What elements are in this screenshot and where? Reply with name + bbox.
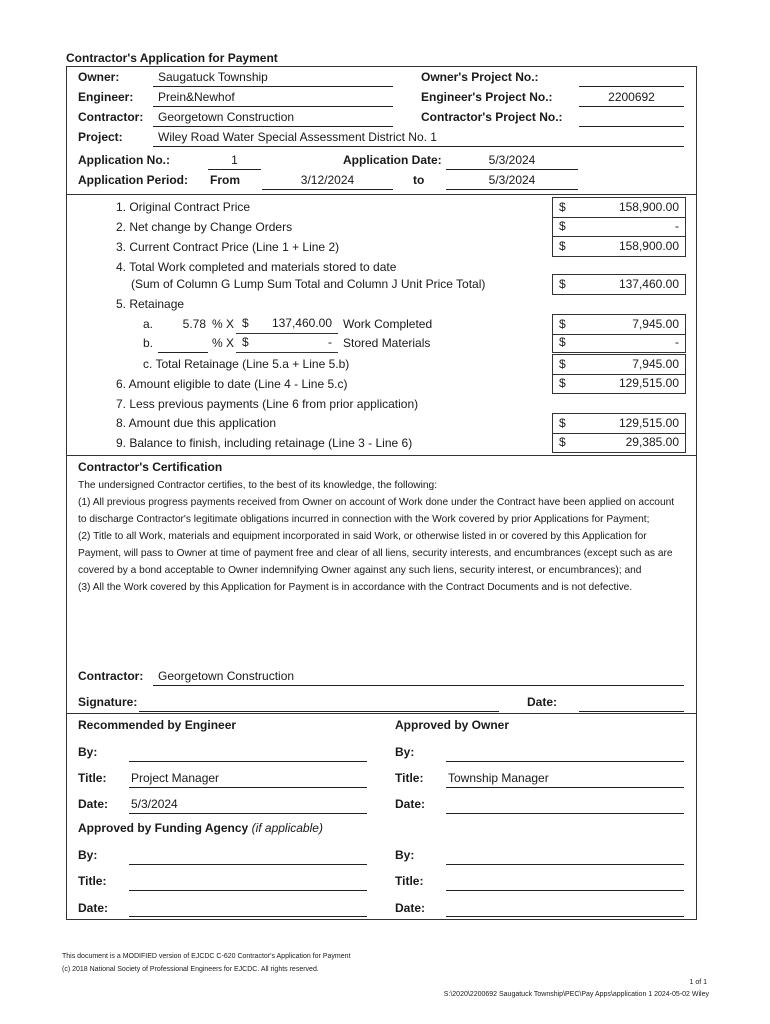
field-underline [129, 813, 367, 814]
line-5c-amount: 7,945.00 [632, 357, 679, 371]
period-to-label: to [413, 173, 425, 187]
line-5b-label: b. [143, 336, 154, 350]
line-7-label: 7. Less previous payments (Line 6 from prior application) [116, 397, 419, 411]
funding-date2-field[interactable] [446, 916, 684, 917]
line-5c-amount-field[interactable] [552, 354, 686, 375]
divider [66, 194, 697, 195]
line-9-amount-field[interactable] [552, 433, 686, 453]
funding-approval-note: (if applicable) [251, 821, 323, 835]
engineer-approval-title: Recommended by Engineer [78, 718, 237, 732]
line-5b-amount: - [675, 335, 679, 349]
field-underline [129, 787, 367, 788]
funding-date-field[interactable] [129, 916, 367, 917]
line-6-label: 6. Amount eligible to date (Line 4 - Line 5.c) [116, 377, 348, 391]
field-underline [446, 787, 684, 788]
line-4-sublabel: (Sum of Column G Lump Sum Total and Column J Unit Price Total) [131, 277, 486, 291]
owner-title-label: Title: [395, 771, 424, 785]
signature-field[interactable] [139, 711, 499, 712]
line-3-label: 3. Current Contract Price (Line 1 + Line 2) [116, 240, 340, 254]
owner-approval-title: Approved by Owner [395, 718, 510, 732]
line-2-amount: - [675, 219, 679, 233]
line-3-amount: 158,900.00 [618, 239, 679, 253]
funding-approval-title [78, 821, 323, 835]
cert-date-label: Date: [527, 695, 558, 709]
owner-date-label: Date: [395, 797, 426, 811]
engineer-by-label: By: [78, 745, 98, 759]
percent-x-label: % X [212, 336, 235, 350]
application-no-label: Application No.: [78, 153, 170, 167]
funding-approval-label: Approved by Funding Agency [78, 821, 249, 835]
line-3-amount-field[interactable] [552, 237, 686, 257]
currency-symbol: $ [559, 317, 566, 331]
field-underline [153, 126, 393, 127]
currency-symbol: $ [559, 219, 566, 233]
footer-page: 1 of 1 [689, 979, 707, 986]
line-5b-base: - [328, 335, 332, 349]
line-5a-amount: 7,945.00 [632, 317, 679, 331]
funding-by-label: By: [78, 848, 98, 862]
funding-by2-field[interactable] [446, 864, 684, 865]
currency-symbol: $ [559, 416, 566, 430]
certification-p1: (1) All previous progress payments received from Owner on account of Work done under the Contract have been applied on account to discharge Contractor's legitimate obligations incurred in connection with the Work covered by prior Applications for Payment; [78, 497, 675, 525]
line-8-label: 8. Amount due this application [116, 416, 277, 430]
application-date-label: Application Date: [343, 153, 442, 167]
owner-value[interactable]: Saugatuck Township [158, 70, 268, 84]
owner-label: Owner: [78, 70, 120, 84]
funding-date2-label: Date: [395, 901, 426, 915]
cert-contractor-label: Contractor: [78, 669, 144, 683]
footer-path: S:\2020\2200692 Saugatuck Township\PEC\Pay Apps\application 1 2024-05-02 Wiley [443, 991, 709, 998]
field-underline [153, 86, 393, 87]
engineer-date-value[interactable]: 5/3/2024 [131, 797, 178, 811]
cert-date-field[interactable] [579, 711, 684, 712]
period-from-label: From [210, 173, 240, 187]
footer-copyright: (c) 2018 National Society of Professional Engineers for EJCDC. All rights reserved. [62, 966, 319, 973]
contractor-value[interactable]: Georgetown Construction [158, 110, 295, 124]
line-9-label: 9. Balance to finish, including retainage (Line 3 - Line 6) [116, 436, 413, 450]
line-6-amount: 129,515.00 [618, 376, 679, 390]
line-5a-percent[interactable]: 5.78 [182, 317, 206, 331]
project-value[interactable]: Wiley Road Water Special Assessment District No. 1 [158, 130, 437, 144]
line-5a-base: 137,460.00 [271, 316, 332, 330]
signature-label: Signature: [78, 695, 138, 709]
currency-symbol: $ [559, 357, 566, 371]
funding-title-label: Title: [78, 874, 107, 888]
field-underline [153, 146, 684, 147]
engineer-by-field[interactable] [129, 761, 367, 762]
certification-p3: (3) All the Work covered by this Application for Payment is in accordance with the Contract Documents and is not defective. [78, 582, 633, 593]
divider [66, 455, 697, 456]
line-5b-base-field[interactable] [236, 333, 338, 353]
percent-x-label: % X [212, 317, 235, 331]
application-date[interactable]: 5/3/2024 [488, 153, 536, 167]
contractor-label: Contractor: [78, 110, 144, 124]
cert-contractor-value[interactable]: Georgetown Construction [158, 669, 295, 683]
certification-p2: (2) Title to all Work, materials and equipment incorporated in said Work, or otherwise listed in or covered by this Application for Payment, will pass to Owner at time of payment free and clear of all liens, security interests, and encumbrances (except such as are covered by a bond acceptable to Owner indemnifying Owner against any such liens, security interest, or encumbrances); and [78, 531, 673, 576]
currency-symbol: $ [559, 200, 566, 214]
field-underline [446, 189, 578, 190]
line-8-amount: 129,515.00 [618, 416, 679, 430]
application-no[interactable]: 1 [231, 153, 238, 167]
line-5b-amount-field[interactable] [552, 333, 686, 353]
field-underline [153, 685, 684, 686]
line-5b-desc: Stored Materials [343, 336, 431, 350]
funding-title-field[interactable] [129, 890, 367, 891]
line-5-label: 5. Retainage [116, 297, 185, 311]
funding-by-field[interactable] [129, 864, 367, 865]
field-underline [158, 352, 208, 353]
field-underline [579, 106, 684, 107]
field-underline [153, 106, 393, 107]
currency-symbol: $ [559, 277, 566, 291]
application-period-label: Application Period: [78, 173, 189, 187]
funding-title2-label: Title: [395, 874, 424, 888]
line-5a-desc: Work Completed [343, 317, 433, 331]
engineers-project-no[interactable]: 2200692 [608, 90, 655, 104]
line-5a-base-field[interactable] [236, 314, 338, 334]
field-underline [579, 86, 684, 87]
period-from[interactable]: 3/12/2024 [300, 173, 355, 187]
period-to[interactable]: 5/3/2024 [488, 173, 536, 187]
engineer-date-label: Date: [78, 797, 109, 811]
owner-by-field[interactable] [446, 761, 684, 762]
engineer-value[interactable]: Prein&Newhof [158, 90, 235, 104]
line-9-amount: 29,385.00 [625, 435, 679, 449]
contractors-project-no-label: Contractor's Project No.: [421, 110, 563, 124]
line-1-amount-field[interactable] [552, 197, 686, 218]
funding-title2-field[interactable] [446, 890, 684, 891]
owner-date-field[interactable] [446, 813, 684, 814]
field-underline [262, 189, 393, 190]
certification-title: Contractor's Certification [78, 460, 223, 474]
line-6-amount-field[interactable] [552, 374, 686, 394]
field-underline [208, 169, 261, 170]
currency-symbol: $ [559, 376, 566, 390]
project-label: Project: [78, 130, 123, 144]
currency-symbol: $ [559, 239, 566, 253]
footer-notice: This document is a MODIFIED version of EJCDC C-620 Contractor's Application for Payment [62, 953, 351, 960]
owner-by-label: By: [395, 745, 415, 759]
line-2-label: 2. Net change by Change Orders [116, 220, 293, 234]
certification-intro: The undersigned Contractor certifies, to the best of its knowledge, the following: [78, 480, 438, 491]
funding-date-label: Date: [78, 901, 109, 915]
line-4-amount: 137,460.00 [618, 277, 679, 291]
form-title: Contractor's Application for Payment [66, 51, 278, 65]
currency-symbol: $ [559, 435, 566, 449]
currency-symbol: $ [559, 335, 566, 349]
line-5c-label: c. Total Retainage (Line 5.a + Line 5.b) [143, 357, 350, 371]
field-underline [579, 126, 684, 127]
line-8-amount-field[interactable] [552, 413, 686, 434]
certification-text [78, 477, 678, 596]
line-1-amount: 158,900.00 [618, 200, 679, 214]
engineers-project-no-label: Engineer's Project No.: [421, 90, 553, 104]
divider [66, 713, 697, 714]
line-4-amount-field[interactable] [552, 274, 686, 295]
line-4-label: 4. Total Work completed and materials stored to date [116, 260, 397, 274]
line-2-amount-field[interactable] [552, 217, 686, 237]
funding-by2-label: By: [395, 848, 415, 862]
line-5a-amount-field[interactable] [552, 314, 686, 335]
engineer-title-label: Title: [78, 771, 107, 785]
engineer-title-value[interactable]: Project Manager [131, 771, 220, 785]
field-underline [446, 169, 578, 170]
owner-title-value[interactable]: Township Manager [448, 771, 549, 785]
currency-symbol: $ [242, 335, 249, 349]
currency-symbol: $ [242, 316, 249, 330]
owners-project-no-label: Owner's Project No.: [421, 70, 539, 84]
line-5a-label: a. [143, 317, 154, 331]
engineer-label: Engineer: [78, 90, 134, 104]
line-1-label: 1. Original Contract Price [116, 200, 251, 214]
